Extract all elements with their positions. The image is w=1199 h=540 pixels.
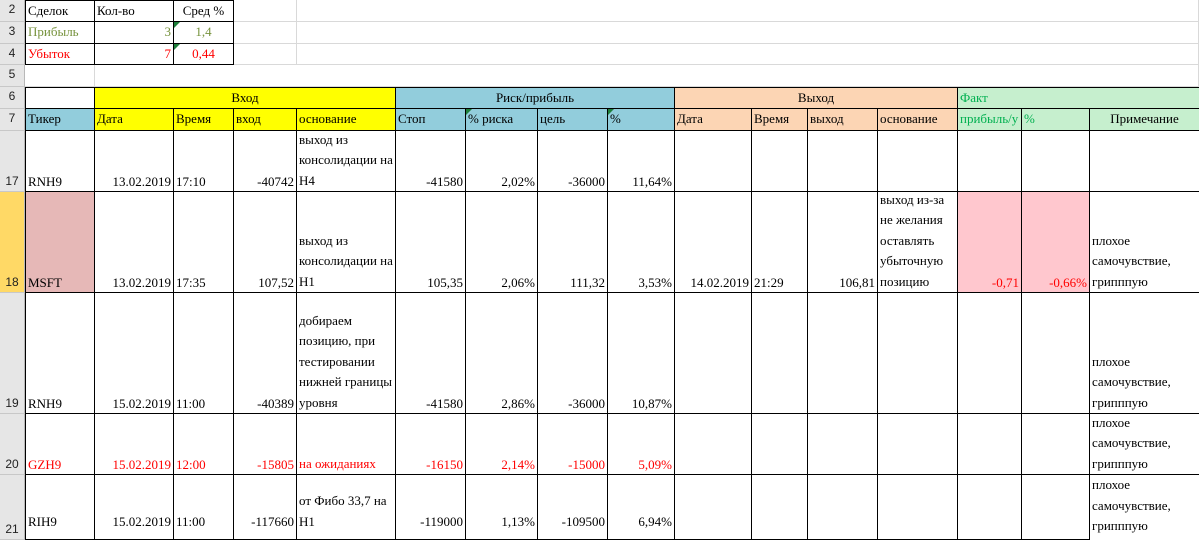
cell-entry[interactable] <box>234 475 297 540</box>
cell-pct[interactable] <box>608 192 675 293</box>
cell-exit[interactable] <box>808 131 878 192</box>
pct-value: 6,94% <box>638 514 672 529</box>
group-header-exit[interactable]: Выход <box>675 87 958 109</box>
stop-value: 105,35 <box>427 275 463 290</box>
target-value: -36000 <box>568 174 605 189</box>
col-header-target[interactable]: цель <box>538 109 608 131</box>
col-header-note[interactable]: Примечание <box>1090 109 1199 131</box>
cell-risk-pct[interactable] <box>466 131 538 192</box>
cell-entry-reason[interactable] <box>297 475 396 540</box>
cell-exit-date[interactable] <box>675 192 752 293</box>
entry-time-value: 11:00 <box>176 396 206 411</box>
exit-value: 106,81 <box>839 275 875 290</box>
risk-pct-value: 2,06% <box>501 275 535 290</box>
cell-exit-reason[interactable] <box>878 293 958 414</box>
summary-profit-count[interactable]: 3 <box>95 22 174 44</box>
entry-reason-value: от Фибо 33,7 на Н1 <box>299 493 387 529</box>
entry-reason-value: выход из консолидации на Н1 <box>299 232 393 289</box>
entry-reason-value: на ожиданиях <box>299 455 376 471</box>
cell-target[interactable] <box>538 414 608 475</box>
cell-risk-pct[interactable] <box>466 414 538 475</box>
col-header-exit-date[interactable]: Дата <box>675 109 752 131</box>
cell-ticker[interactable] <box>25 414 95 475</box>
cell-fact-pct[interactable] <box>1022 414 1090 475</box>
entry-value: -117660 <box>251 514 294 529</box>
entry-date-value: 15.02.2019 <box>112 514 171 529</box>
cell-note[interactable] <box>1090 293 1199 414</box>
cell-note[interactable] <box>1090 192 1199 293</box>
note-value: плохое самочувствие, грипппую <box>1092 477 1171 533</box>
cell-fact-profit[interactable] <box>958 131 1022 192</box>
entry-date-value: 15.02.2019 <box>112 457 171 472</box>
col-header-risk-pct[interactable] <box>466 109 538 131</box>
risk-pct-value: 1,13% <box>501 514 535 529</box>
cell-exit[interactable] <box>808 192 878 293</box>
ticker-value: MSFT <box>28 275 62 290</box>
cell-entry-date[interactable] <box>95 414 174 475</box>
target-value: -15000 <box>568 457 605 472</box>
cell-note[interactable] <box>1090 414 1199 475</box>
target-value: 111,32 <box>570 275 605 290</box>
col-header-exit-reason[interactable]: основание <box>878 109 958 131</box>
cell-exit-time[interactable] <box>752 475 808 540</box>
cell-ticker[interactable] <box>25 131 95 192</box>
summary-profit-avg-value: 1,4 <box>195 24 212 39</box>
pct-value: 5,09% <box>638 457 672 472</box>
cell-entry-time[interactable] <box>174 192 234 293</box>
cell-ticker[interactable] <box>25 475 95 540</box>
cell-exit-reason[interactable] <box>878 131 958 192</box>
cell-entry-time[interactable] <box>174 414 234 475</box>
ticker-value: RIH9 <box>28 514 57 529</box>
col-header-entry[interactable]: вход <box>234 109 297 131</box>
cell-stop[interactable] <box>396 293 466 414</box>
row-header-17-label: 17 <box>5 174 19 188</box>
cell-entry-reason[interactable] <box>297 293 396 414</box>
cell-pct[interactable] <box>608 414 675 475</box>
entry-date-value: 15.02.2019 <box>112 396 171 411</box>
cell-stop[interactable] <box>396 414 466 475</box>
col-header-entry-time[interactable]: Время <box>174 109 234 131</box>
ticker-value: GZH9 <box>28 457 62 472</box>
cell-pct[interactable] <box>608 131 675 192</box>
empty-cell[interactable] <box>234 44 297 65</box>
note-value: плохое самочувствие, грипппую <box>1092 414 1171 471</box>
cell-entry-date[interactable] <box>95 293 174 414</box>
group-header-entry[interactable]: Вход <box>95 87 396 109</box>
col-header-pct-label: % <box>610 111 621 126</box>
row-header-20-label: 20 <box>5 457 19 471</box>
row-header-3[interactable]: 3 <box>0 22 25 44</box>
cell-risk-pct[interactable] <box>466 293 538 414</box>
group-header-blank[interactable] <box>25 87 95 109</box>
cell-fact-pct[interactable] <box>1022 293 1090 414</box>
cell-pct[interactable] <box>608 293 675 414</box>
cell-exit-date[interactable] <box>675 475 752 540</box>
row-header-17[interactable] <box>0 131 25 192</box>
exit-date-value: 14.02.2019 <box>690 275 749 290</box>
target-value: -36000 <box>568 396 605 411</box>
entry-value: -40742 <box>257 174 294 189</box>
summary-loss-label[interactable]: Убыток <box>25 44 95 65</box>
comment-indicator <box>174 44 180 50</box>
entry-time-value: 17:35 <box>176 275 206 290</box>
summary-profit-label[interactable]: Прибыль <box>25 22 95 44</box>
target-value: -109500 <box>561 514 605 529</box>
cell-ticker[interactable] <box>25 192 95 293</box>
exit-time-value: 21:29 <box>754 275 784 290</box>
col-header-exit-time[interactable]: Время <box>752 109 808 131</box>
summary-header-count[interactable]: Кол-во <box>95 0 174 22</box>
summary-header-avg[interactable]: Сред % <box>174 0 234 22</box>
cell-exit-date[interactable] <box>675 293 752 414</box>
cell-exit-date[interactable] <box>675 414 752 475</box>
cell-exit-time[interactable] <box>752 131 808 192</box>
row-header-21-label: 21 <box>5 522 19 536</box>
cell-exit-reason[interactable] <box>878 192 958 293</box>
stop-value: -41580 <box>426 174 463 189</box>
fact-profit-value: -0,71 <box>991 275 1019 290</box>
col-header-fact-profit[interactable]: прибыль/у <box>958 109 1022 131</box>
cell-target[interactable] <box>538 131 608 192</box>
row-header-18[interactable] <box>0 192 25 293</box>
col-header-fact-pct[interactable]: % <box>1022 109 1090 131</box>
cell-exit-time[interactable] <box>752 192 808 293</box>
cell-entry-date[interactable] <box>95 192 174 293</box>
cell-entry-time[interactable] <box>174 293 234 414</box>
cell-exit-time[interactable] <box>752 414 808 475</box>
row-header-2[interactable]: 2 <box>0 0 25 22</box>
col-header-risk-pct-label: % риска <box>468 111 514 126</box>
cell-entry-time[interactable] <box>174 475 234 540</box>
row-header-19-label: 19 <box>5 396 19 410</box>
cell-fact-pct[interactable] <box>1022 192 1090 293</box>
pct-value: 3,53% <box>638 275 672 290</box>
pct-value: 11,64% <box>632 174 672 189</box>
comment-indicator <box>466 109 472 115</box>
cell-entry-reason[interactable] <box>297 192 396 293</box>
cell-note[interactable] <box>1090 131 1199 192</box>
cell-exit[interactable] <box>808 475 878 540</box>
summary-header-deals[interactable]: Сделок <box>25 0 95 22</box>
cell-stop[interactable] <box>396 192 466 293</box>
cell-entry[interactable] <box>234 192 297 293</box>
cell-fact-pct[interactable] <box>1022 475 1090 540</box>
empty-cell[interactable] <box>234 0 297 22</box>
note-value: плохое самочувствие, грипппую <box>1092 353 1171 410</box>
stop-value: -119000 <box>420 514 463 529</box>
row-header-19[interactable] <box>0 293 25 414</box>
note-value: плохое самочувствие, грипппую <box>1092 232 1171 289</box>
cell-target[interactable] <box>538 192 608 293</box>
risk-pct-value: 2,14% <box>501 457 535 472</box>
col-header-entry-date[interactable]: Дата <box>95 109 174 131</box>
stop-value: -41580 <box>426 396 463 411</box>
row-header-7[interactable]: 7 <box>0 109 25 131</box>
empty-cell[interactable] <box>25 65 95 87</box>
col-header-stop[interactable]: Стоп <box>396 109 466 131</box>
entry-reason-value: добираем позицию, при тестировании нижней границы уровня <box>299 312 393 410</box>
cell-entry[interactable] <box>234 414 297 475</box>
entry-date-value: 13.02.2019 <box>112 275 171 290</box>
stop-value: -16150 <box>426 457 463 472</box>
row-header-21[interactable] <box>0 475 25 540</box>
row-header-5[interactable]: 5 <box>0 65 25 87</box>
cell-target[interactable] <box>538 293 608 414</box>
empty-row-4[interactable] <box>297 44 1199 65</box>
cell-exit-reason[interactable] <box>878 475 958 540</box>
row-header-6[interactable]: 6 <box>0 87 25 109</box>
summary-profit-avg[interactable] <box>174 22 234 44</box>
col-header-exit[interactable]: выход <box>808 109 878 131</box>
entry-time-value: 11:00 <box>176 514 206 529</box>
cell-entry-time[interactable] <box>174 131 234 192</box>
cell-exit[interactable] <box>808 293 878 414</box>
cell-fact-pct[interactable] <box>1022 131 1090 192</box>
entry-value: -40389 <box>257 396 294 411</box>
empty-row-5[interactable] <box>95 65 1199 87</box>
cell-note[interactable] <box>1090 475 1199 540</box>
cell-stop[interactable] <box>396 131 466 192</box>
cell-fact-profit[interactable] <box>958 192 1022 293</box>
risk-pct-value: 2,86% <box>501 396 535 411</box>
ticker-value: RNH9 <box>28 174 62 189</box>
row-header-20[interactable] <box>0 414 25 475</box>
summary-loss-avg[interactable] <box>174 44 234 65</box>
cell-risk-pct[interactable] <box>466 475 538 540</box>
cell-ticker[interactable] <box>25 293 95 414</box>
cell-target[interactable] <box>538 475 608 540</box>
cell-entry-date[interactable] <box>95 475 174 540</box>
cell-fact-profit[interactable] <box>958 414 1022 475</box>
cell-risk-pct[interactable] <box>466 192 538 293</box>
cell-entry-reason[interactable] <box>297 414 396 475</box>
cell-entry-reason[interactable] <box>297 131 396 192</box>
cell-exit-reason[interactable] <box>878 414 958 475</box>
comment-indicator <box>608 109 614 115</box>
exit-reason-value: выход из-за не желания оставлять убыточную позицию <box>880 192 945 289</box>
summary-loss-count[interactable]: 7 <box>95 44 174 65</box>
cell-exit-date[interactable] <box>675 131 752 192</box>
empty-row-2[interactable] <box>297 0 1199 22</box>
comment-indicator <box>174 22 180 28</box>
entry-time-value: 17:10 <box>176 174 206 189</box>
empty-row-3[interactable] <box>297 22 1199 44</box>
row-header-4[interactable]: 4 <box>0 44 25 65</box>
row-header-18-label: 18 <box>5 275 19 289</box>
cell-exit[interactable] <box>808 414 878 475</box>
empty-cell[interactable] <box>234 22 297 44</box>
summary-loss-avg-value: 0,44 <box>192 46 215 61</box>
risk-pct-value: 2,02% <box>501 174 535 189</box>
ticker-value: RNH9 <box>28 396 62 411</box>
cell-pct[interactable] <box>608 475 675 540</box>
cell-entry-date[interactable] <box>95 131 174 192</box>
cell-entry[interactable] <box>234 293 297 414</box>
entry-value: -15805 <box>257 457 294 472</box>
cell-fact-profit[interactable] <box>958 293 1022 414</box>
cell-stop[interactable] <box>396 475 466 540</box>
cell-fact-profit[interactable] <box>958 475 1022 540</box>
entry-reason-value: выход из консолидации на Н4 <box>299 131 393 188</box>
group-header-fact[interactable]: Факт <box>958 87 1199 109</box>
entry-value: 107,52 <box>258 275 294 290</box>
fact-pct-value: -0,66% <box>1049 275 1087 290</box>
col-header-ticker[interactable]: Тикер <box>25 109 95 131</box>
cell-exit-time[interactable] <box>752 293 808 414</box>
entry-date-value: 13.02.2019 <box>112 174 171 189</box>
col-header-pct[interactable] <box>608 109 675 131</box>
entry-time-value: 12:00 <box>176 457 206 472</box>
col-header-entry-reason[interactable]: основание <box>297 109 396 131</box>
pct-value: 10,87% <box>631 396 672 411</box>
group-header-risk[interactable]: Риск/прибыль <box>396 87 675 109</box>
cell-entry[interactable] <box>234 131 297 192</box>
